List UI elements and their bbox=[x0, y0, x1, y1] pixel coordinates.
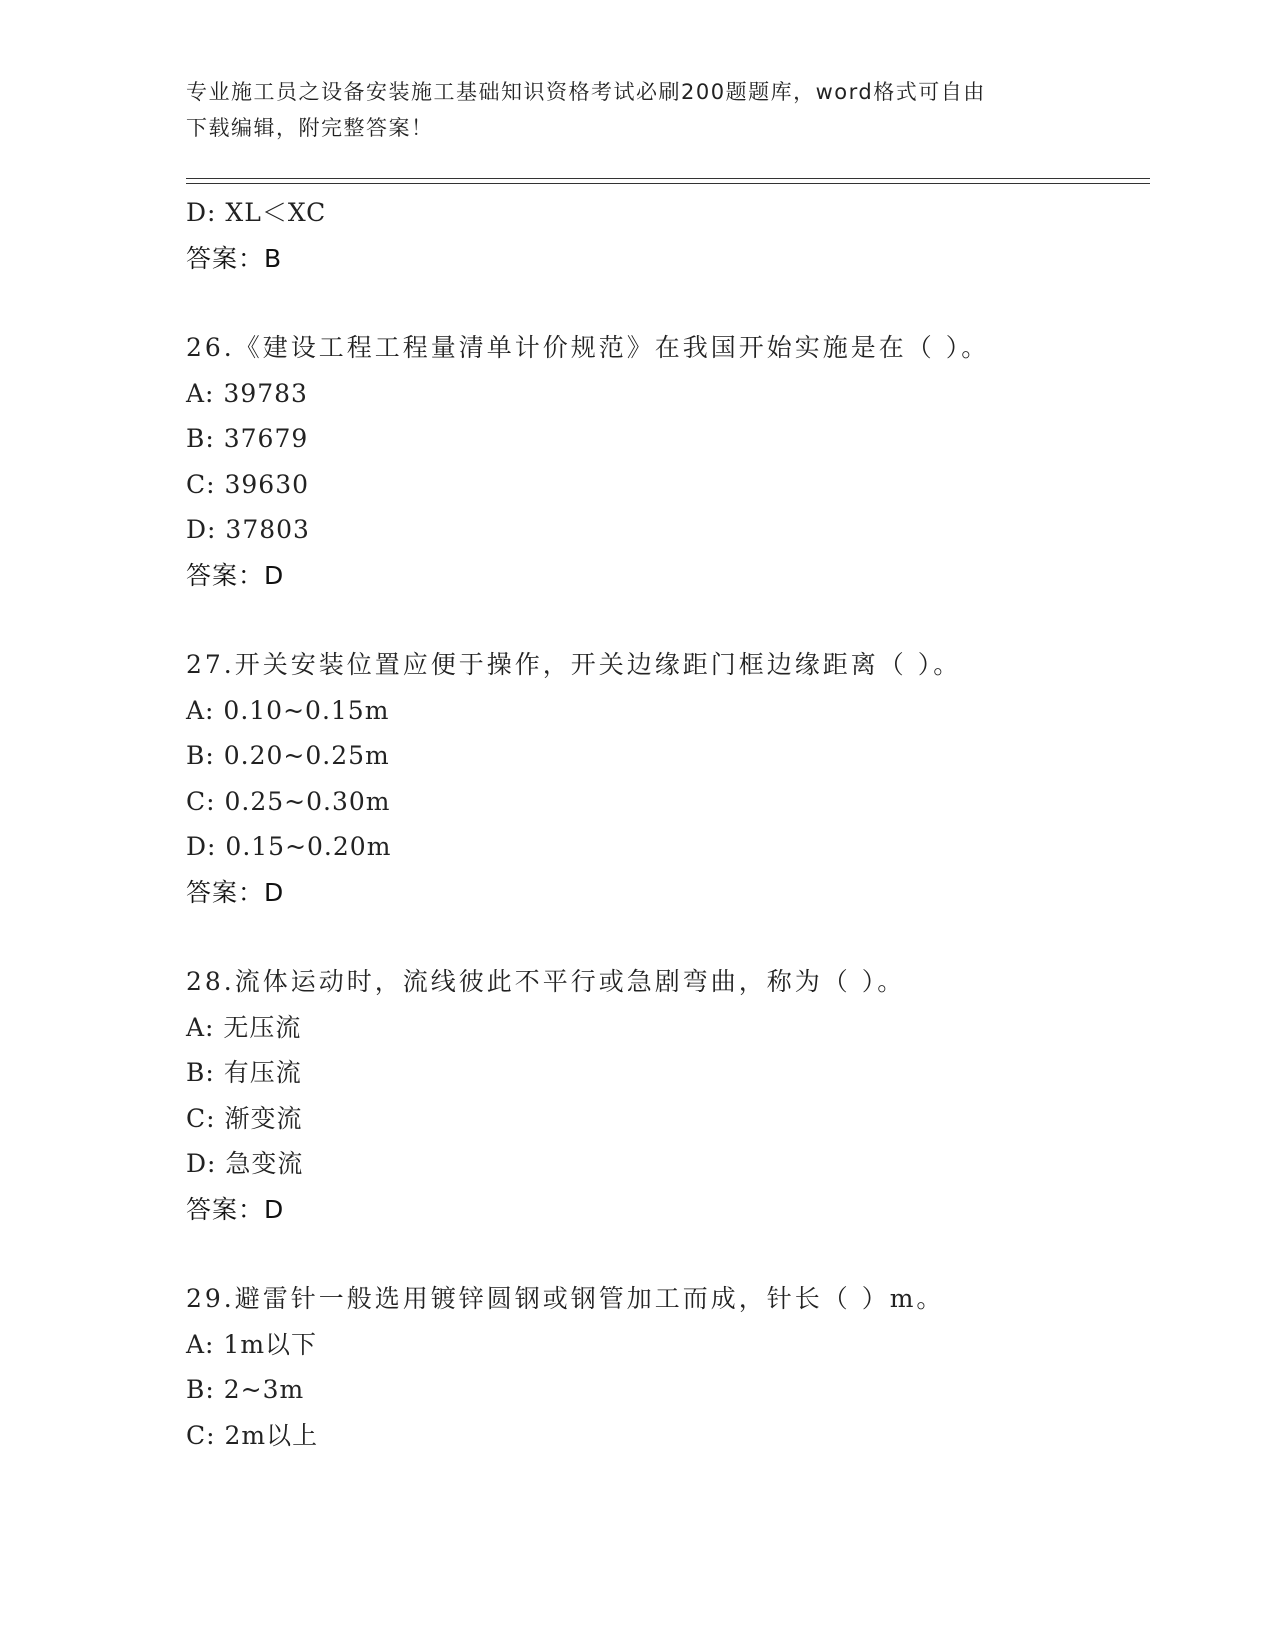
q27-answer: 答案：D bbox=[186, 877, 285, 907]
question-28: 28.流体运动时，流线彼此不平行或急剧弯曲，称为（ ）。 bbox=[186, 967, 906, 996]
q28-answer: 答案：D bbox=[186, 1194, 285, 1224]
q27-option-d: D: 0.15~0.20m bbox=[186, 832, 392, 861]
q26-option-d: D: 37803 bbox=[186, 515, 310, 544]
document-header bbox=[186, 74, 1066, 146]
q26-option-a: A: 39783 bbox=[186, 378, 308, 408]
spacer bbox=[186, 281, 1150, 325]
q28-option-d: D: 急变流 bbox=[186, 1149, 304, 1178]
q29-option-b: B: 2~3m bbox=[186, 1375, 305, 1404]
prev-option-d: D: XL＜XC bbox=[186, 198, 327, 227]
q28-option-c: C: 渐变流 bbox=[186, 1103, 303, 1133]
q28-option-a: A: 无压流 bbox=[186, 1012, 302, 1042]
question-29: 29.避雷针一般选用镀锌圆钢或钢管加工而成，针长（ ）m。 bbox=[186, 1284, 945, 1313]
q29-option-a: A: 1m以下 bbox=[186, 1329, 318, 1359]
header-title-line-1: 专业施工员之设备安装施工基础知识资格考试必刷200题题库，word格式可自由 bbox=[186, 80, 986, 104]
header-title-line-2: 下载编辑，附完整答案！ bbox=[186, 116, 434, 140]
q29-option-c: C: 2m以上 bbox=[186, 1420, 319, 1450]
spacer bbox=[186, 598, 1150, 642]
q26-option-b: B: 37679 bbox=[186, 424, 309, 453]
q28-option-b: B: 有压流 bbox=[186, 1058, 302, 1087]
q26-option-c: C: 39630 bbox=[186, 469, 310, 499]
header-divider-bottom bbox=[186, 183, 1150, 184]
q27-option-a: A: 0.10~0.15m bbox=[186, 695, 390, 725]
q27-option-c: C: 0.25~0.30m bbox=[186, 786, 391, 816]
spacer bbox=[186, 915, 1150, 959]
question-27: 27.开关安装位置应便于操作，开关边缘距门框边缘距离（ ）。 bbox=[186, 650, 962, 679]
document-body bbox=[186, 190, 1150, 1458]
spacer bbox=[186, 1232, 1150, 1276]
q27-option-b: B: 0.20~0.25m bbox=[186, 741, 390, 770]
header-divider-top bbox=[186, 178, 1150, 179]
question-26: 26.《建设工程工程量清单计价规范》在我国开始实施是在（ ）。 bbox=[186, 333, 990, 362]
q26-answer: 答案：D bbox=[186, 560, 285, 590]
prev-answer: 答案：B bbox=[186, 243, 283, 273]
